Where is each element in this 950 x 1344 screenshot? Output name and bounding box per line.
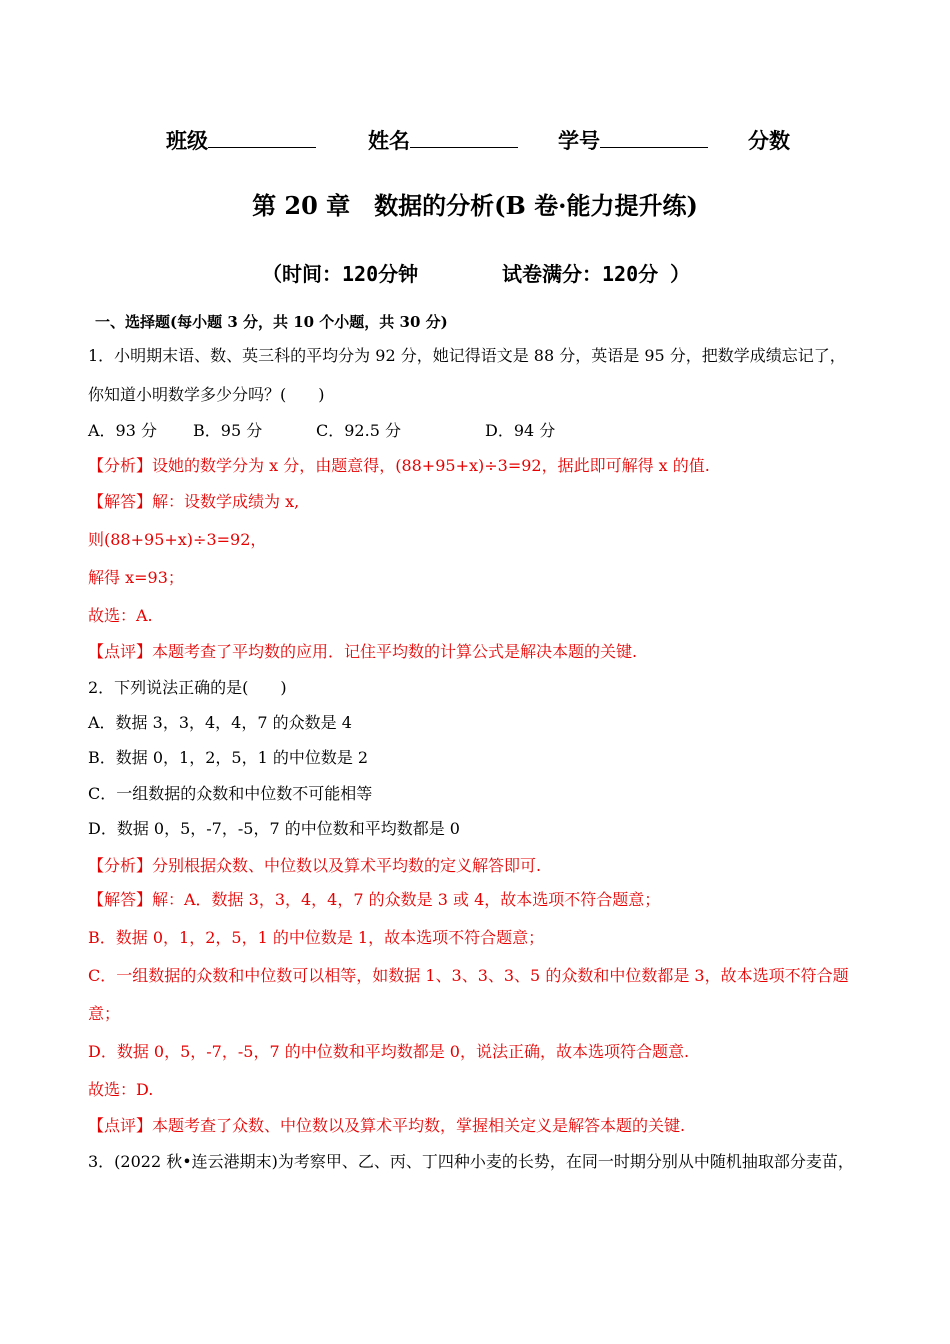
q2-stem: 2．下列说法正确的是( ) — [88, 678, 287, 697]
q2-comment: 【点评】本题考查了众数、中位数以及算术平均数，掌握相关定义是解答本题的关键. — [88, 1116, 686, 1135]
q1-options — [88, 418, 888, 440]
q1-answer-choice: 故选：A. — [88, 606, 153, 625]
q2-answer-c-line1: C．一组数据的众数和中位数可以相等，如数据 1、3、3、3、5 的众数和中位数都是 3，故本选项不符合题 — [88, 966, 849, 985]
page-title: 第 20 章 数据的分析(B 卷·能力提升练) — [252, 191, 698, 220]
q1-option-b: B．95 分 — [193, 421, 263, 440]
q1-comment: 【点评】本题考查了平均数的应用．记住平均数的计算公式是解决本题的关键. — [88, 642, 638, 661]
q2-analysis: 【分析】分别根据众数、中位数以及算术平均数的定义解答即可. — [88, 856, 542, 875]
q2-answer-c-line2: 意； — [88, 1004, 121, 1023]
exam-time: （时间：120分钟 — [262, 262, 419, 286]
q2-option-d: D．数据 0，5，-7，-5，7 的中位数和平均数都是 0 — [88, 819, 460, 838]
q2-option-b: B．数据 0，1，2，5，1 的中位数是 2 — [88, 748, 369, 767]
q3-stem-line1: 3．(2022 秋•连云港期末)为考察甲、乙、丙、丁四种小麦的长势，在同一时期分别从中随机抽取部分麦苗， — [88, 1152, 854, 1171]
q1-answer-line3: 解得 x=93； — [88, 568, 184, 587]
q1-option-d: D．94 分 — [485, 421, 556, 440]
q2-answer-b: B．数据 0，1，2，5，1 的中位数是 1，故本选项不符合题意； — [88, 928, 545, 947]
q2-answer-a: 【解答】解：A．数据 3，3，4，4，7 的众数是 3 或 4，故本选项不符合题意； — [88, 890, 661, 909]
q2-answer-d: D．数据 0，5，-7，-5，7 的中位数和平均数都是 0，说法正确，故本选项符合题意. — [88, 1042, 690, 1061]
section-title: 一、选择题(每小题 3 分，共 10 个小题，共 30 分) — [95, 313, 448, 331]
name-blank[interactable] — [410, 127, 518, 148]
class-blank[interactable] — [208, 127, 316, 148]
q1-analysis: 【分析】设她的数学分为 x 分，由题意得，(88+95+x)÷3=92，据此即可解得 x 的值. — [88, 456, 710, 475]
q2-option-a: A．数据 3，3，4，4，7 的众数是 4 — [88, 713, 352, 732]
score-field: 分数 — [748, 128, 790, 153]
full-score: 试卷满分：120分 ） — [502, 262, 691, 286]
q1-answer-line1: 【解答】解：设数学成绩为 x, — [88, 492, 300, 511]
q1-stem-line2: 你知道小明数学多少分吗？( ) — [88, 385, 325, 404]
student-id-blank[interactable] — [600, 127, 708, 148]
q2-answer-choice: 故选：D. — [88, 1080, 154, 1099]
q2-option-c: C．一组数据的众数和中位数不可能相等 — [88, 784, 373, 803]
q1-option-a: A．93 分 — [88, 421, 158, 440]
name-field[interactable]: 姓名 — [368, 125, 518, 155]
class-field[interactable]: 班级 — [166, 125, 316, 155]
q1-answer-line2: 则(88+95+x)÷3=92， — [88, 530, 267, 549]
q1-stem-line1: 1．小明期末语、数、英三科的平均分为 92 分，她记得语文是 88 分，英语是 95 分，把数学成绩忘记了， — [88, 346, 846, 365]
q1-option-c: C．92.5 分 — [316, 421, 401, 440]
student-id-field[interactable]: 学号 — [558, 125, 708, 155]
